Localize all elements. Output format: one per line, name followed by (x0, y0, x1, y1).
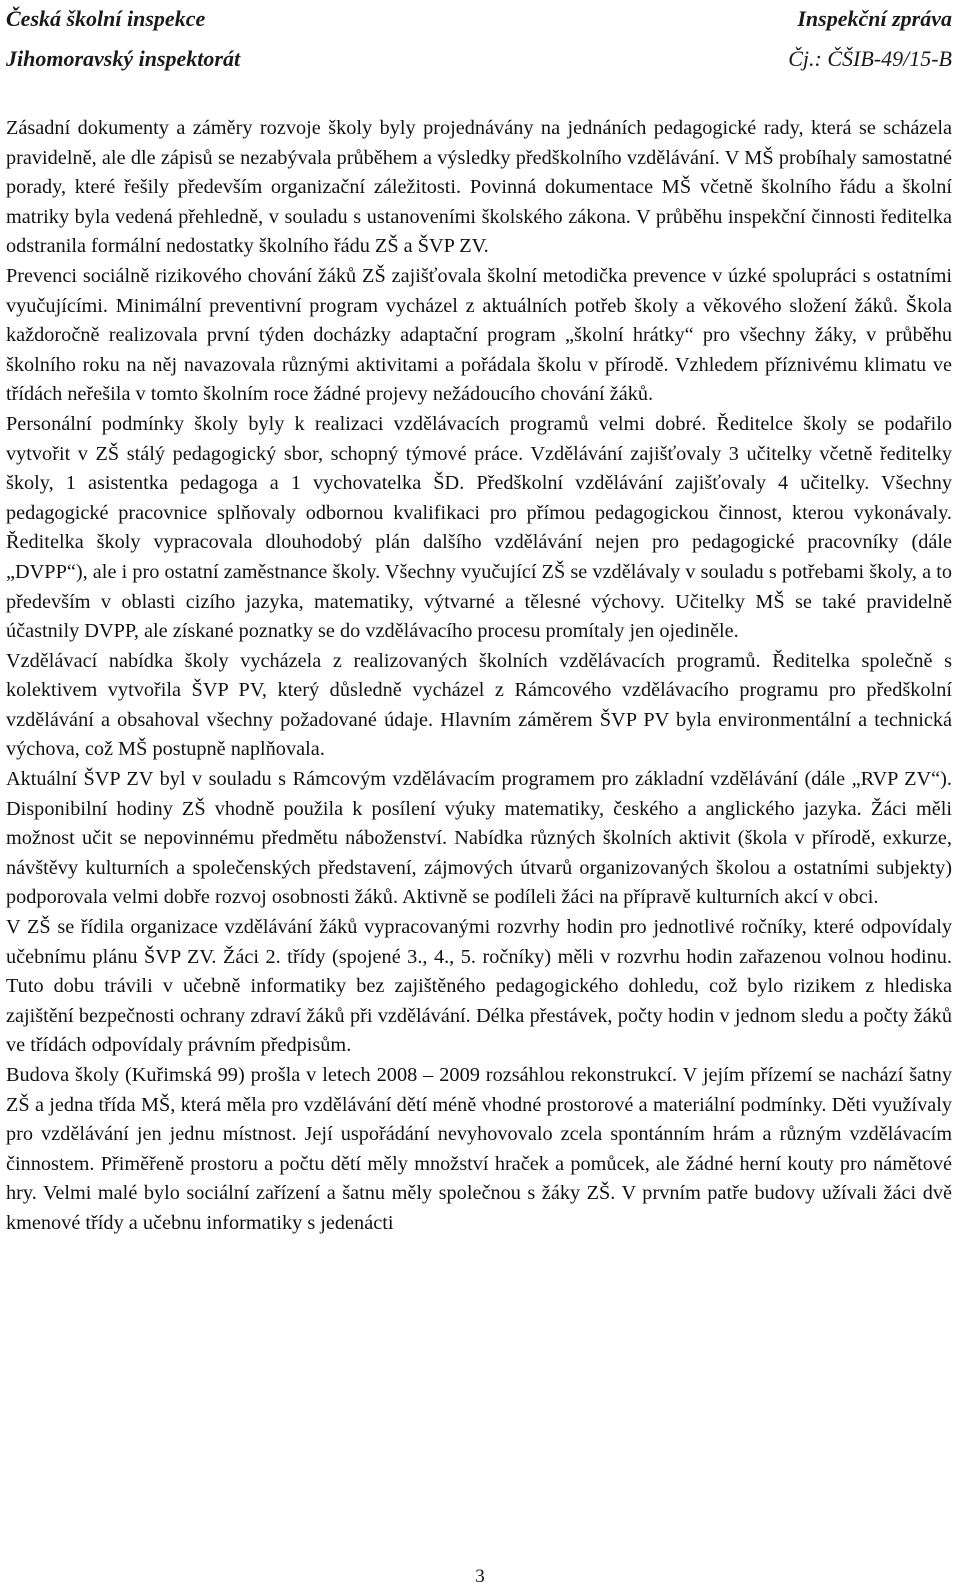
paragraph: Aktuální ŠVP ZV byl v souladu s Rámcovým vzdělávacím programem pro základní vzdělávání (dále „RVP ZV“). Disponibilní hodiny ZŠ vhodně použila k posílení výuky matematiky, českého a anglického jazyka. Žáci měli možnost učit se nepovinnému předmětu náboženství. Nabídka různých školních aktivit (škola v přírodě, exkurze, návštěvy kulturních a společenských představení, zájmových útvarů organizovaných školou a ostatními subjekty) podporovala velmi dobře rozvoj osobnosti žáků. Aktivně se podíleli žáci na přípravě kulturních akcí v obci. (6, 768, 952, 909)
paragraph: Prevenci sociálně rizikového chování žáků ZŠ zajišťovala školní metodička prevence v úzké spolupráci s ostatními vyučujícími. Minimální preventivní program vycházel z aktuálních potřeb školy a věkového složení žáků. Škola každoročně realizovala první týden docházky adaptační program „školní hrátky“ pro všechny žáky, v průběhu školního roku na něj navazovala různými aktivitami a pořádala školu v přírodě. Vzhledem příznivému klimatu ve třídách neřešila v tomto školním roce žádné projevy nežádoucího chování žáků. (6, 264, 952, 406)
page-footer (0, 1566, 960, 1588)
paragraph: Budova školy (Kuřimská 99) prošla v letech 2008 – 2009 rozsáhlou rekonstrukcí. V jejím přízemí se nachází šatny ZŠ a jedna třída MŠ, která měla pro vzdělávání dětí méně vhodné prostorové a materiální podmínky. Děti využívaly pro vzdělávání jen jednu místnost. Její uspořádání nevyhovovalo zcela spontánním hrám a různým vzdělávacím činnostem. Přiměřeně prostoru a počtu dětí měly množství hraček a pomůcek, ale žádné herní kouty pro námětové hry. Velmi malé bylo sociální zařízení a šatnu měly společnou s žáky ZŠ. V prvním patře budovy užívali žáci dvě kmenové třídy a učebnu informatiky s jedenácti (6, 1064, 952, 1234)
report-body (6, 114, 952, 1239)
page-header (6, 0, 952, 78)
header-authority: Česká školní inspekce (6, 6, 206, 31)
paragraph: Personální podmínky školy byly k realizaci vzdělávacích programů velmi dobré. Ředitelce školy se podařilo vytvořit v ZŠ stálý pedagogický sbor, schopný týmové práce. Vzdělávání zajišťovaly 3 učitelky včetně ředitelky školy, 1 asistentka pedagoga a 1 vychovatelka ŠD. Předškolní vzdělávání zajišťovaly 4 učitelky. Všechny pedagogické pracovnice splňovaly odbornou kvalifikaci pro přímou pedagogickou činnost, kterou vykonávaly. Ředitelka školy vypracovala dlouhodobý plán dalšího vzdělávání nejen pro pedagogické pracovníky (dále „DVPP“), ale i pro ostatní zaměstnance školy. Všechny vyučující ZŠ se vzdělávaly v souladu s potřebami školy, a to především v oblasti cizího jazyka, matematiky, výtvarné a tělesné výchovy. Učitelky MŠ se také pravidelně účastnily DVPP, ale získané poznatky se do vzdělávacího procesu promítaly jen ojediněle. (6, 412, 952, 643)
header-report-type: Inspekční zpráva (797, 6, 952, 31)
paragraph: Zásadní dokumenty a záměry rozvoje školy byly projednávány na jednáních pedagogické rady, která se scházela pravidelně, ale dle zápisů se nezabývala průběhem a výsledky předškolního vzdělávání. V MŠ probíhaly samostatné porady, které řešily především organizační záležitosti. Povinná dokumentace MŠ včetně školního řádu a školní matriky byla vedená přehledně, v souladu s ustanoveními školského zákona. V průběhu inspekční činnosti ředitelka odstranila formální nedostatky školního řádu ZŠ a ŠVP ZV. (6, 117, 952, 258)
header-row-top (6, 0, 952, 40)
header-reference-number: Čj.: ČŠIB-49/15-B (788, 46, 952, 71)
paragraph: Vzdělávací nabídka školy vycházela z realizovaných školních vzdělávacích programů. Ředitelka společně s kolektivem vytvořila ŠVP PV, který důsledně vycházel z Rámcového vzdělávacího programu pro předškolní vzdělávání a obsahoval všechny požadované údaje. Hlavním záměrem ŠVP PV byla environmentální a technická výchova, což MŠ postupně naplňovala. (6, 649, 952, 761)
header-inspectorate: Jihomoravský inspektorát (6, 46, 241, 71)
header-row-bottom (6, 40, 952, 78)
page-number: 3 (475, 1566, 485, 1587)
paragraph: V ZŠ se řídila organizace vzdělávání žáků vypracovanými rozvrhy hodin pro jednotlivé ročníky, které odpovídaly učebnímu plánu ŠVP ZV. Žáci 2. třídy (spojené 3., 4., 5. ročníky) měli v rozvrhu hodin zařazenou volnou hodinu. Tuto dobu trávili v učebně informatiky bez zajištěného pedagogického dohledu, což bylo rizikem z hlediska zajištění bezpečnosti ochrany zdraví žáků při vzdělávání. Délka přestávek, počty hodin v jednom sledu a počty žáků ve třídách odpovídaly právním předpisům. (6, 916, 952, 1057)
